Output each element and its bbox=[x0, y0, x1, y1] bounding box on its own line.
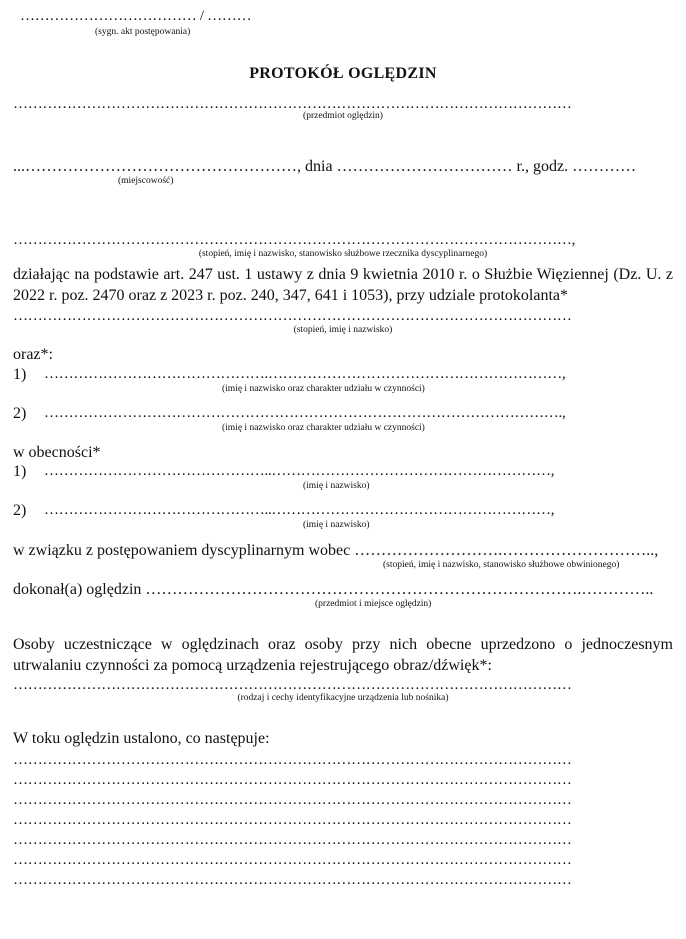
findings-line[interactable]: …………………………………………………………………………………………………… bbox=[13, 792, 572, 808]
legal-basis-paragraph: działając na podstawie art. 247 ust. 1 ustawy z dnia 9 kwietnia 2010 r. o Służbie Więziennej (Dz. U. z 2022 r. poz. 2470 oraz z 2023 r. poz. 240, 347, 641 i 1053), przy udziale protokolanta* bbox=[13, 266, 673, 304]
recorder-caption: (stopień, imię i nazwisko) bbox=[293, 325, 393, 335]
disciplinary-officer-field[interactable]: ……………………………………………………………………………………………………, bbox=[13, 232, 576, 248]
findings-line[interactable]: …………………………………………………………………………………………………… bbox=[13, 832, 572, 848]
participant-1-field[interactable]: ……………………………………….……………………………………………………, bbox=[44, 366, 566, 382]
document-title: PROTOKÓŁ OGLĘDZIN bbox=[249, 65, 437, 82]
present-person-2-field[interactable]: ………………………………………..…………………………………………………, bbox=[44, 502, 555, 518]
accused-caption: (stopień, imię i nazwisko, stanowisko służbowe obwinionego) bbox=[383, 560, 620, 570]
present-person-1-caption: (imię i nazwisko) bbox=[303, 481, 370, 491]
inspection-performed-field[interactable]: dokonał(a) oględzin ……………………………………………………………………….………….. bbox=[13, 581, 654, 598]
findings-line[interactable]: …………………………………………………………………………………………………… bbox=[13, 852, 572, 868]
participant-1-caption: (imię i nazwisko oraz charakter udziału w czynności) bbox=[222, 384, 425, 394]
place-caption: (miejscowość) bbox=[118, 176, 174, 186]
recording-notice-paragraph: Osoby uczestniczące w oględzinach oraz osoby przy nich obecne uprzedzono o jednoczesnym utrwalaniu czynności za pomocą urządzenia rejestrującego obraz/dźwięk*: bbox=[13, 636, 673, 674]
inspection-performed-caption: (przedmiot i miejsce oględzin) bbox=[315, 599, 432, 609]
participant-number: 2) bbox=[13, 405, 27, 422]
present-person-2-caption: (imię i nazwisko) bbox=[303, 520, 370, 530]
disciplinary-officer-caption: (stopień, imię i nazwisko, stanowisko służbowe rzecznika dyscyplinarnego) bbox=[198, 249, 488, 259]
present-person-number: 2) bbox=[13, 502, 27, 519]
participant-number: 1) bbox=[13, 366, 27, 383]
findings-line[interactable]: …………………………………………………………………………………………………… bbox=[13, 772, 572, 788]
recording-device-caption: (rodzaj i cechy identyfikacyjne urządzenia lub nośnika) bbox=[237, 693, 449, 703]
inspection-subject-caption: (przedmiot oględzin) bbox=[303, 111, 383, 121]
inspection-subject-field[interactable]: …………………………………………………………………………………………………… bbox=[13, 96, 572, 112]
recorder-field[interactable]: …………………………………………………………………………………………………… bbox=[13, 308, 572, 324]
accused-field[interactable]: w związku z postępowaniem dyscyplinarnym wobec ……………………….……………………….., bbox=[13, 542, 659, 559]
findings-line[interactable]: …………………………………………………………………………………………………… bbox=[13, 812, 572, 828]
participant-2-caption: (imię i nazwisko oraz charakter udziału w czynności) bbox=[222, 423, 425, 433]
present-person-1-field[interactable]: ………………………………………..…………………………………………………, bbox=[44, 463, 555, 479]
case-number-field[interactable]: ……………………………… / ……… bbox=[20, 8, 252, 24]
participant-2-field[interactable]: ……………………………………………………………………………………………., bbox=[44, 405, 566, 421]
case-number-caption: (sygn. akt postępowania) bbox=[95, 27, 191, 37]
recording-device-field[interactable]: …………………………………………………………………………………………………… bbox=[13, 677, 572, 693]
findings-line[interactable]: …………………………………………………………………………………………………… bbox=[13, 752, 572, 768]
presence-label: w obecności* bbox=[13, 444, 101, 461]
place-date-time-field[interactable]: ...……………………………………………, dnia …………………………… r., godz. ………… bbox=[13, 158, 637, 175]
participants-label: oraz*: bbox=[13, 346, 53, 363]
findings-label: W toku oględzin ustalono, co następuje: bbox=[13, 730, 270, 747]
present-person-number: 1) bbox=[13, 463, 27, 480]
findings-line[interactable]: …………………………………………………………………………………………………… bbox=[13, 872, 572, 888]
